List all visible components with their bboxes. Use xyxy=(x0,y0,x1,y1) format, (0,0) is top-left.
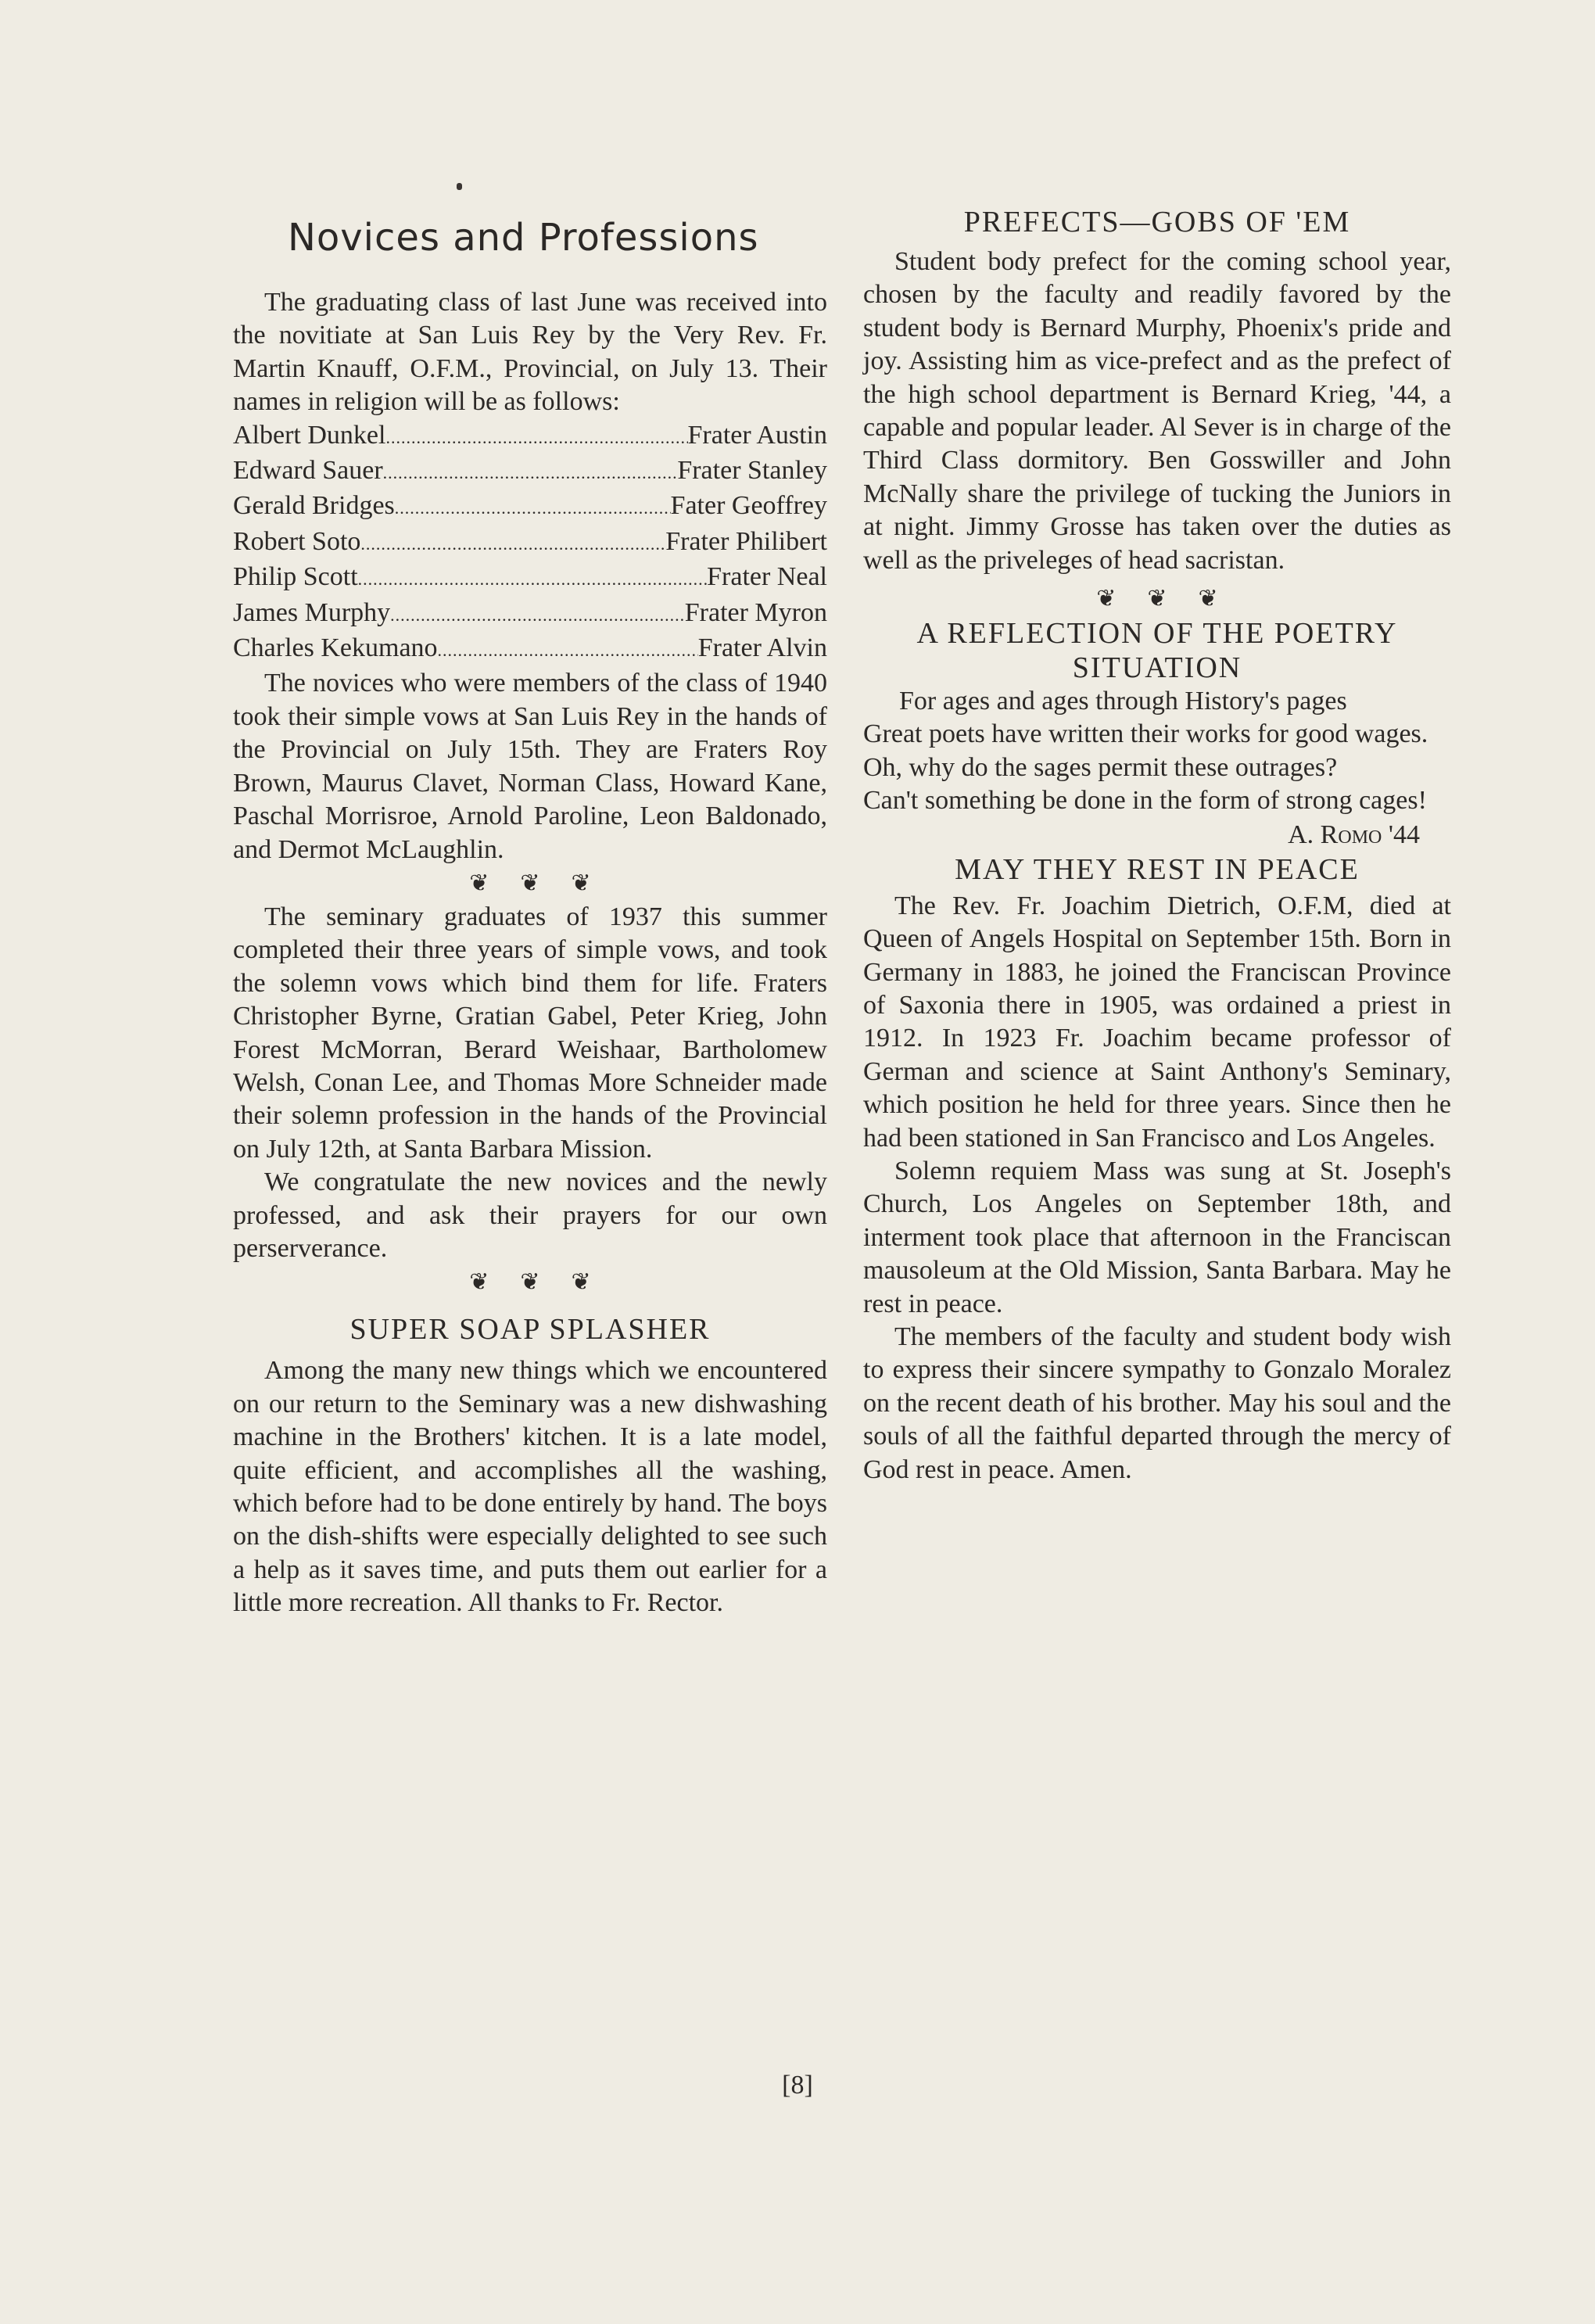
novices-title: Novices and Professions xyxy=(288,216,759,260)
ornament-divider: ❦❦❦ xyxy=(469,1269,622,1296)
secular-name: Edward Sauer xyxy=(233,456,383,486)
seminary-paragraph: The seminary graduates of 1937 this summer completed their three years of simple vows, and took the solemn vows which bind them for life. Fraters Christopher Byrne, Gratian Gabel, Peter Krieg, John Forest McMorran, Berard Weishaar, Bartholomew Welsh, Conan Lee, and Thomas More Schneider made their solemn profession in the hands of the Provincial on July 12th, at Santa Barbara Mission. xyxy=(233,902,827,1164)
poem-line: Oh, why do the sages permit these outrages? xyxy=(863,752,1338,782)
leader-dots xyxy=(383,454,678,490)
name-entry xyxy=(233,525,827,561)
leader-dots xyxy=(390,597,685,632)
religious-name: Frater Myron xyxy=(684,597,827,627)
prefects-title: PREFECTS—GOBS OF 'EM xyxy=(963,206,1351,238)
secular-name: James Murphy xyxy=(233,597,391,627)
name-entry xyxy=(233,490,827,525)
novices-vows: The novices who were members of the class of 1940 took their simple vows at San Luis Rey in the hands of the Provincial on July 15th. They are Fraters Roy Brown, Maurus Clavet, Norman Class, Howard Kane, Paschal Morrisroe, Arnold Paroline, Leon Baldonado, and Dermot McLaughlin. xyxy=(233,669,827,864)
secular-name: Albert Dunkel xyxy=(233,420,386,450)
religious-name: Fater Geoffrey xyxy=(670,491,827,521)
religious-name: Frater Neal xyxy=(707,562,827,592)
secular-name: Charles Kekumano xyxy=(233,633,438,663)
leader-dots xyxy=(385,419,687,454)
name-entry xyxy=(233,632,827,667)
page-number: [8] xyxy=(782,2071,813,2100)
religious-name: Frater Austin xyxy=(687,420,827,450)
names-list xyxy=(233,419,827,668)
religious-name: Frater Philibert xyxy=(665,526,827,556)
name-entry xyxy=(233,597,827,632)
novices-intro: The graduating class of last June was received into the novitiate at San Luis Rey by the Very Rev. Fr. Martin Knauff, O.F.M., Provincial, on July 13. Their names in religion will be as follows: xyxy=(233,288,827,417)
name-entry xyxy=(233,454,827,490)
ornament-divider: ❦❦❦ xyxy=(1096,586,1249,612)
leader-dots xyxy=(360,525,665,561)
secular-name: Robert Soto xyxy=(233,526,361,556)
religious-name: Frater Stanley xyxy=(677,456,827,486)
poem-line: Can't something be done in the form of strong cages! xyxy=(863,786,1427,816)
leader-dots xyxy=(395,490,671,525)
soap-paragraph: Among the many new things which we encountered on our return to the Seminary was a new dishwashing machine in the Brothers' kitchen. It is a late model, quite efficient, and accomplishes all the washing, which before had to be done entirely by hand. The boys on the dish-shifts were especially delighted to see such a help as it saves time, and puts them out earlier for a little more recreation. All thanks to Fr. Rector. xyxy=(233,1356,827,1618)
requiem-paragraph: Solemn requiem Mass was sung at St. Joseph's Church, Los Angeles on September 18th, and interment took place that afternoon in the Franciscan mausoleum at the Old Mission, Santa Barbara. May he rest in peace. xyxy=(863,1156,1451,1318)
bullet-mark xyxy=(457,183,462,190)
peace-paragraph: The Rev. Fr. Joachim Dietrich, O.F.M, died at Queen of Angels Hospital on September 15th. Born in Germany in 1883, he joined the Franciscan Province of Saxonia there in 1905, was ordained a priest in 1912. In 1923 Fr. Joachim became professor of German and science at Saint Anthony's Seminary, which position he held for three years. Since then he had been stationed in San Francisco and Los Angeles. xyxy=(863,891,1451,1153)
name-entry xyxy=(233,561,827,596)
congratulate-paragraph: We congratulate the new novices and the newly professed, and ask their prayers for our own perserverance. xyxy=(233,1167,827,1263)
sympathy-paragraph: The members of the faculty and student body wish to express their sincere sympathy to Gonzalo Moralez on the recent death of his brother. May his soul and the souls of all the faithful departed through the mercy of God rest in peace. Amen. xyxy=(863,1322,1451,1484)
soap-title: SUPER SOAP SPLASHER xyxy=(349,1313,711,1347)
poem-line: Great poets have written their works for good wages. xyxy=(863,719,1428,749)
peace-title: MAY THEY REST IN PEACE xyxy=(955,852,1360,886)
leader-dots xyxy=(438,632,698,667)
right-section xyxy=(863,205,1451,1487)
poetry-title: A REFLECTION OF THE POETRY SITUATION xyxy=(916,617,1398,685)
poem-author: A. Romo '44 xyxy=(1288,819,1420,849)
name-entry xyxy=(233,419,827,454)
secular-name: Philip Scott xyxy=(233,562,358,592)
religious-name: Frater Alvin xyxy=(697,633,827,663)
poem xyxy=(863,685,1451,818)
novices-section xyxy=(233,286,827,1620)
ornament-divider: ❦❦❦ xyxy=(469,870,622,896)
poem-line: For ages and ages through History's pages xyxy=(899,687,1347,716)
secular-name: Gerald Bridges xyxy=(233,491,395,521)
prefects-paragraph: Student body prefect for the coming school year, chosen by the faculty and readily favored by the student body is Bernard Murphy, Phoenix's pride and joy. Assisting him as vice-prefect and as the prefect of the high school department is Bernard Krieg, '44, a capable and popular leader. Al Sever is in charge of the Third Class dormitory. Ben Gosswiller and John McNally share the privilege of tucking the Juniors in at night. Jimmy Grosse has taken over the duties as well as the priveleges of head sacristan. xyxy=(863,247,1451,575)
leader-dots xyxy=(358,561,707,596)
